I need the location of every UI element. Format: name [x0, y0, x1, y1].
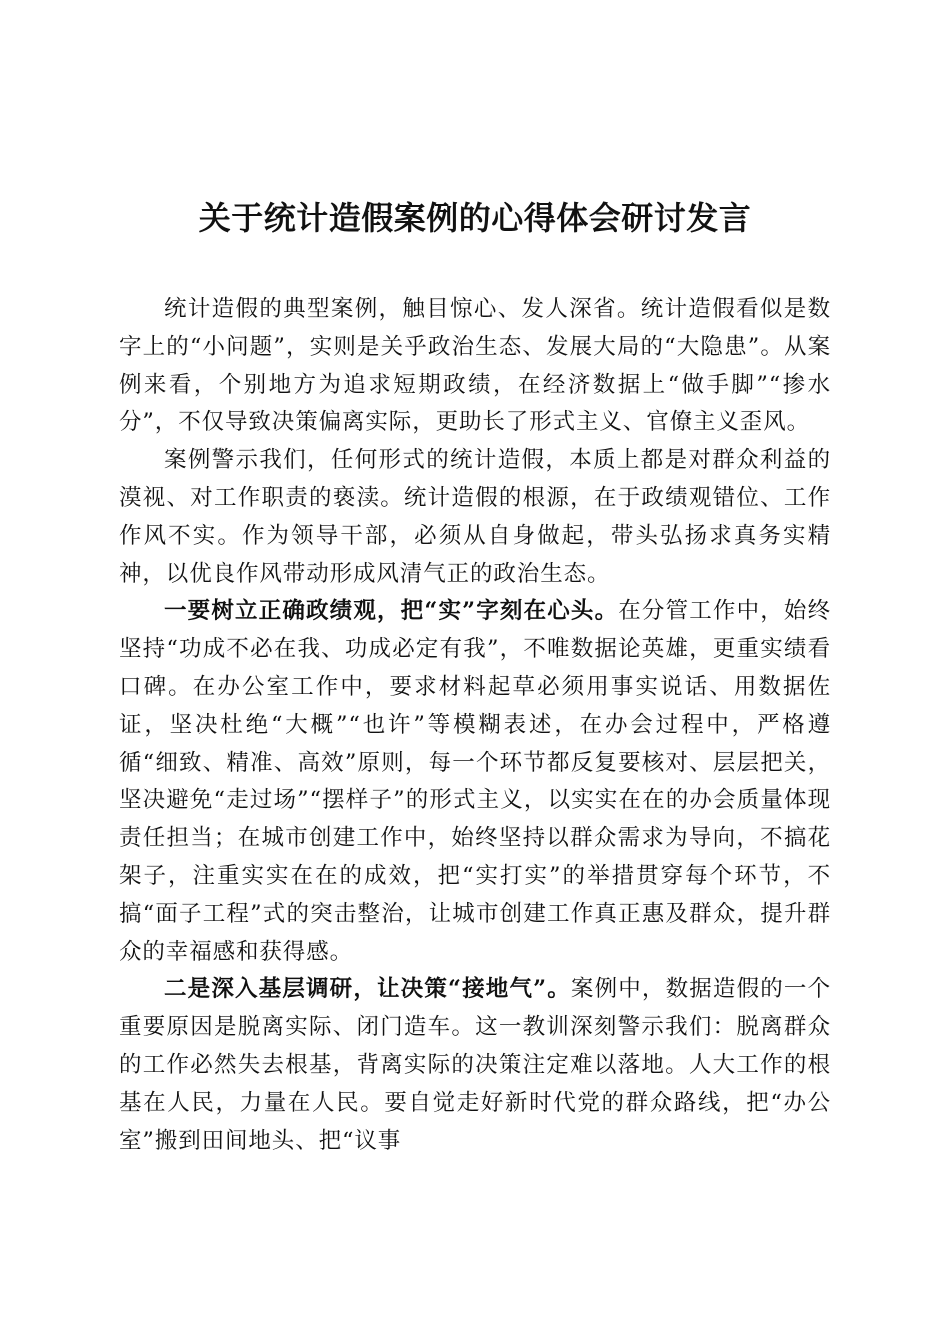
- paragraph: [119, 291, 831, 442]
- document-title: 关于统计造假案例的心得体会研讨发言: [198, 199, 752, 237]
- paragraph-text: 案例警示我们，任何形式的统计造假，本质上都是对群众利益的漠视、对工作职责的亵渎。统计造假的根源，在于政绩观错位、工作作风不实。作为领导干部，必须从自身做起，带头弘扬求真务实精神，以优良作风带动形成风清气正的政治生态。: [119, 447, 831, 587]
- paragraph-text: 在分管工作中，始终坚持“功成不必在我、功成必定有我”，不唯数据论英雄，更重实绩看口碑。在办公室工作中，要求材料起草必须用事实说话、用数据佐证，坚决杜绝“大概”“也许”等模糊表述，在办会过程中，严格遵循“细致、精准、高效”原则，每一个环节都反复要核对、层层把关，坚决避免“走过场”“摆样子”的形式主义，以实实在在的办会质量体现责任担当；在城市创建工作中，始终坚持以群众需求为导向，不搞花架子，注重实实在在的成效，把“实打实”的举措贯穿每个环节，不搞“面子工程”式的突击整治，让城市创建工作真正惠及群众，提升群众的幸福感和获得感。: [119, 598, 831, 965]
- paragraph-lead: 二是深入基层调研，让决策“接地气”。: [164, 976, 571, 1003]
- paragraph-text: 案例中，数据造假的一个重要原因是脱离实际、闭门造车。这一教训深刻警示我们：脱离群众的工作必然失去根基，背离实际的决策注定难以落地。人大工作的根基在人民，力量在人民。要自觉走好新时代党的群众路线，把“办公室”搬到田间地头、把“议事: [119, 976, 831, 1154]
- paragraph-lead: 一要树立正确政绩观，把“实”字刻在心头。: [164, 598, 619, 625]
- paragraph: [119, 442, 831, 593]
- paragraph-text: 统计造假的典型案例，触目惊心、发人深省。统计造假看似是数字上的“小问题”，实则是关乎政治生态、发展大局的“大隐患”。从案例来看，个别地方为追求短期政绩，在经济数据上“做手脚”“掺水分”，不仅导致决策偏离实际，更助长了形式主义、官僚主义歪风。: [119, 296, 831, 436]
- document-body: [119, 291, 831, 1160]
- paragraph: [119, 971, 831, 1160]
- paragraph: [119, 593, 831, 971]
